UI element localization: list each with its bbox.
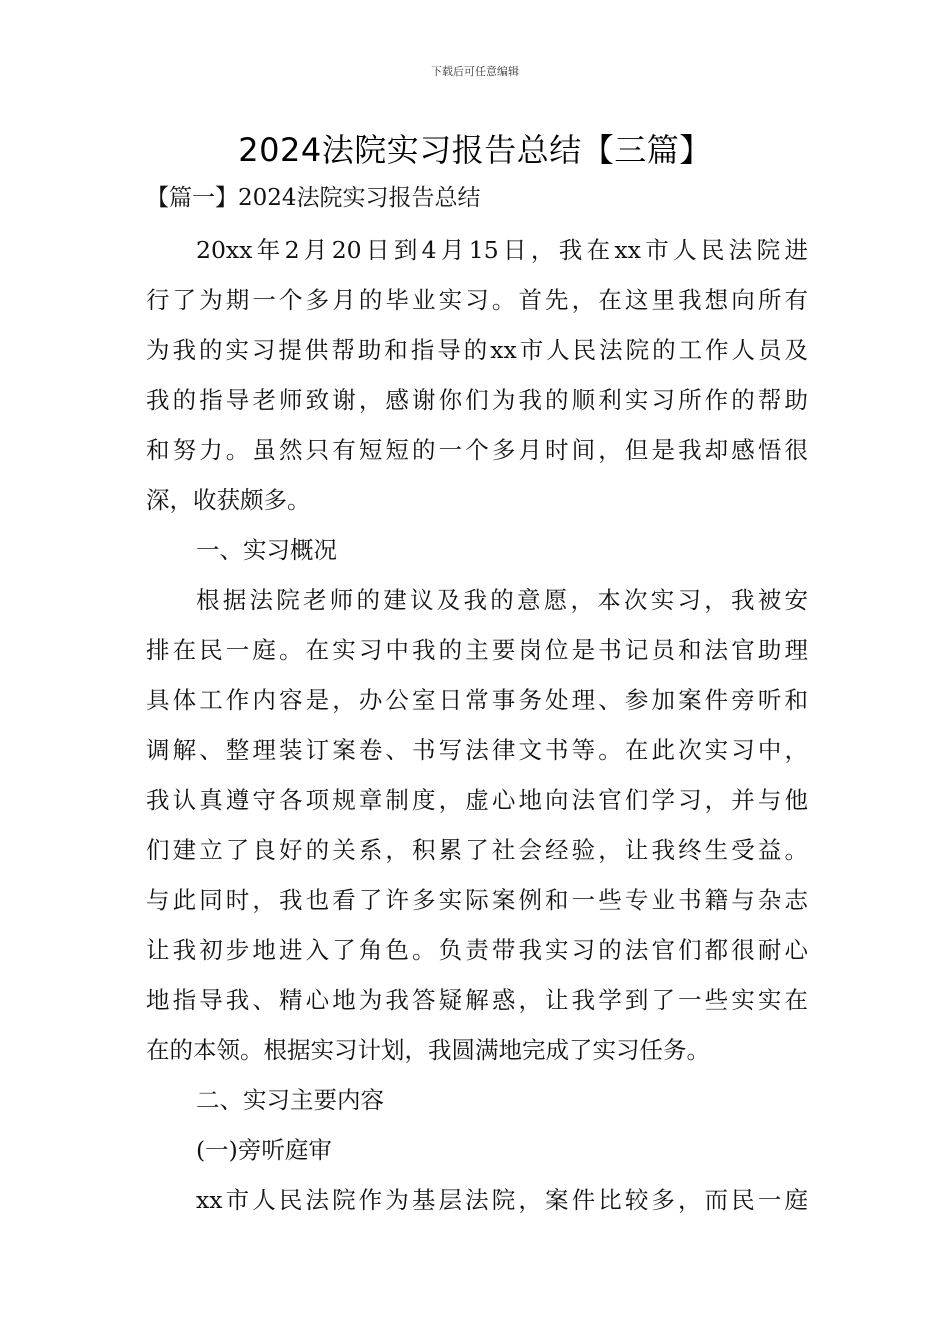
document-title: 2024法院实习报告总结【三篇】: [238, 131, 712, 169]
paragraph-line: 地指导我、精心地为我答疑解惑，让我学到了一些实实在: [146, 986, 808, 1014]
paragraph-line: 我认真遵守各项规章制度，虚心地向法官们学习，并与他: [146, 786, 808, 814]
paragraph-line: 深，收获颇多。: [146, 486, 311, 514]
paragraph-line: 调解、整理装订案卷、书写法律文书等。在此次实习中，: [146, 736, 808, 764]
paragraph-line: 为我的实习提供帮助和指导的xx市人民法院的工作人员及: [146, 336, 808, 364]
paragraph-line: 20xx年2月20日到4月15日，我在xx市人民法院进: [196, 236, 808, 264]
paragraph-line: 行了为期一个多月的毕业实习。首先，在这里我想向所有: [146, 286, 808, 314]
paragraph-line: 们建立了良好的关系，积累了社会经验，让我终生受益。: [146, 836, 808, 864]
page-header-note: 下载后可任意编辑: [431, 65, 519, 78]
paragraph-line: 和努力。虽然只有短短的一个多月时间，但是我却感悟很: [146, 436, 808, 464]
paragraph-line: 根据法院老师的建议及我的意愿，本次实习，我被安: [196, 586, 808, 614]
paragraph-line: 在的本领。根据实习计划，我圆满地完成了实习任务。: [146, 1036, 710, 1064]
paragraph-line: 排在民一庭。在实习中我的主要岗位是书记员和法官助理: [146, 636, 808, 664]
heading-line: 一、实习概况: [196, 536, 337, 564]
heading-line: 二、实习主要内容: [196, 1086, 384, 1114]
paragraph-line: xx市人民法院作为基层法院，案件比较多，而民一庭: [196, 1186, 808, 1214]
paragraph-line: 让我初步地进入了角色。负责带我实习的法官们都很耐心: [146, 936, 808, 964]
paragraph-line: 我的指导老师致谢，感谢你们为我的顺利实习所作的帮助: [146, 386, 808, 414]
paragraph-line: 与此同时，我也看了许多实际案例和一些专业书籍与杂志: [146, 886, 808, 914]
section-title: 【篇一】2024法院实习报告总结: [146, 185, 481, 211]
document-body: [146, 228, 808, 1228]
subheading-line: (一)旁听庭审: [196, 1136, 332, 1164]
paragraph-line: 具体工作内容是，办公室日常事务处理、参加案件旁听和: [146, 686, 808, 714]
